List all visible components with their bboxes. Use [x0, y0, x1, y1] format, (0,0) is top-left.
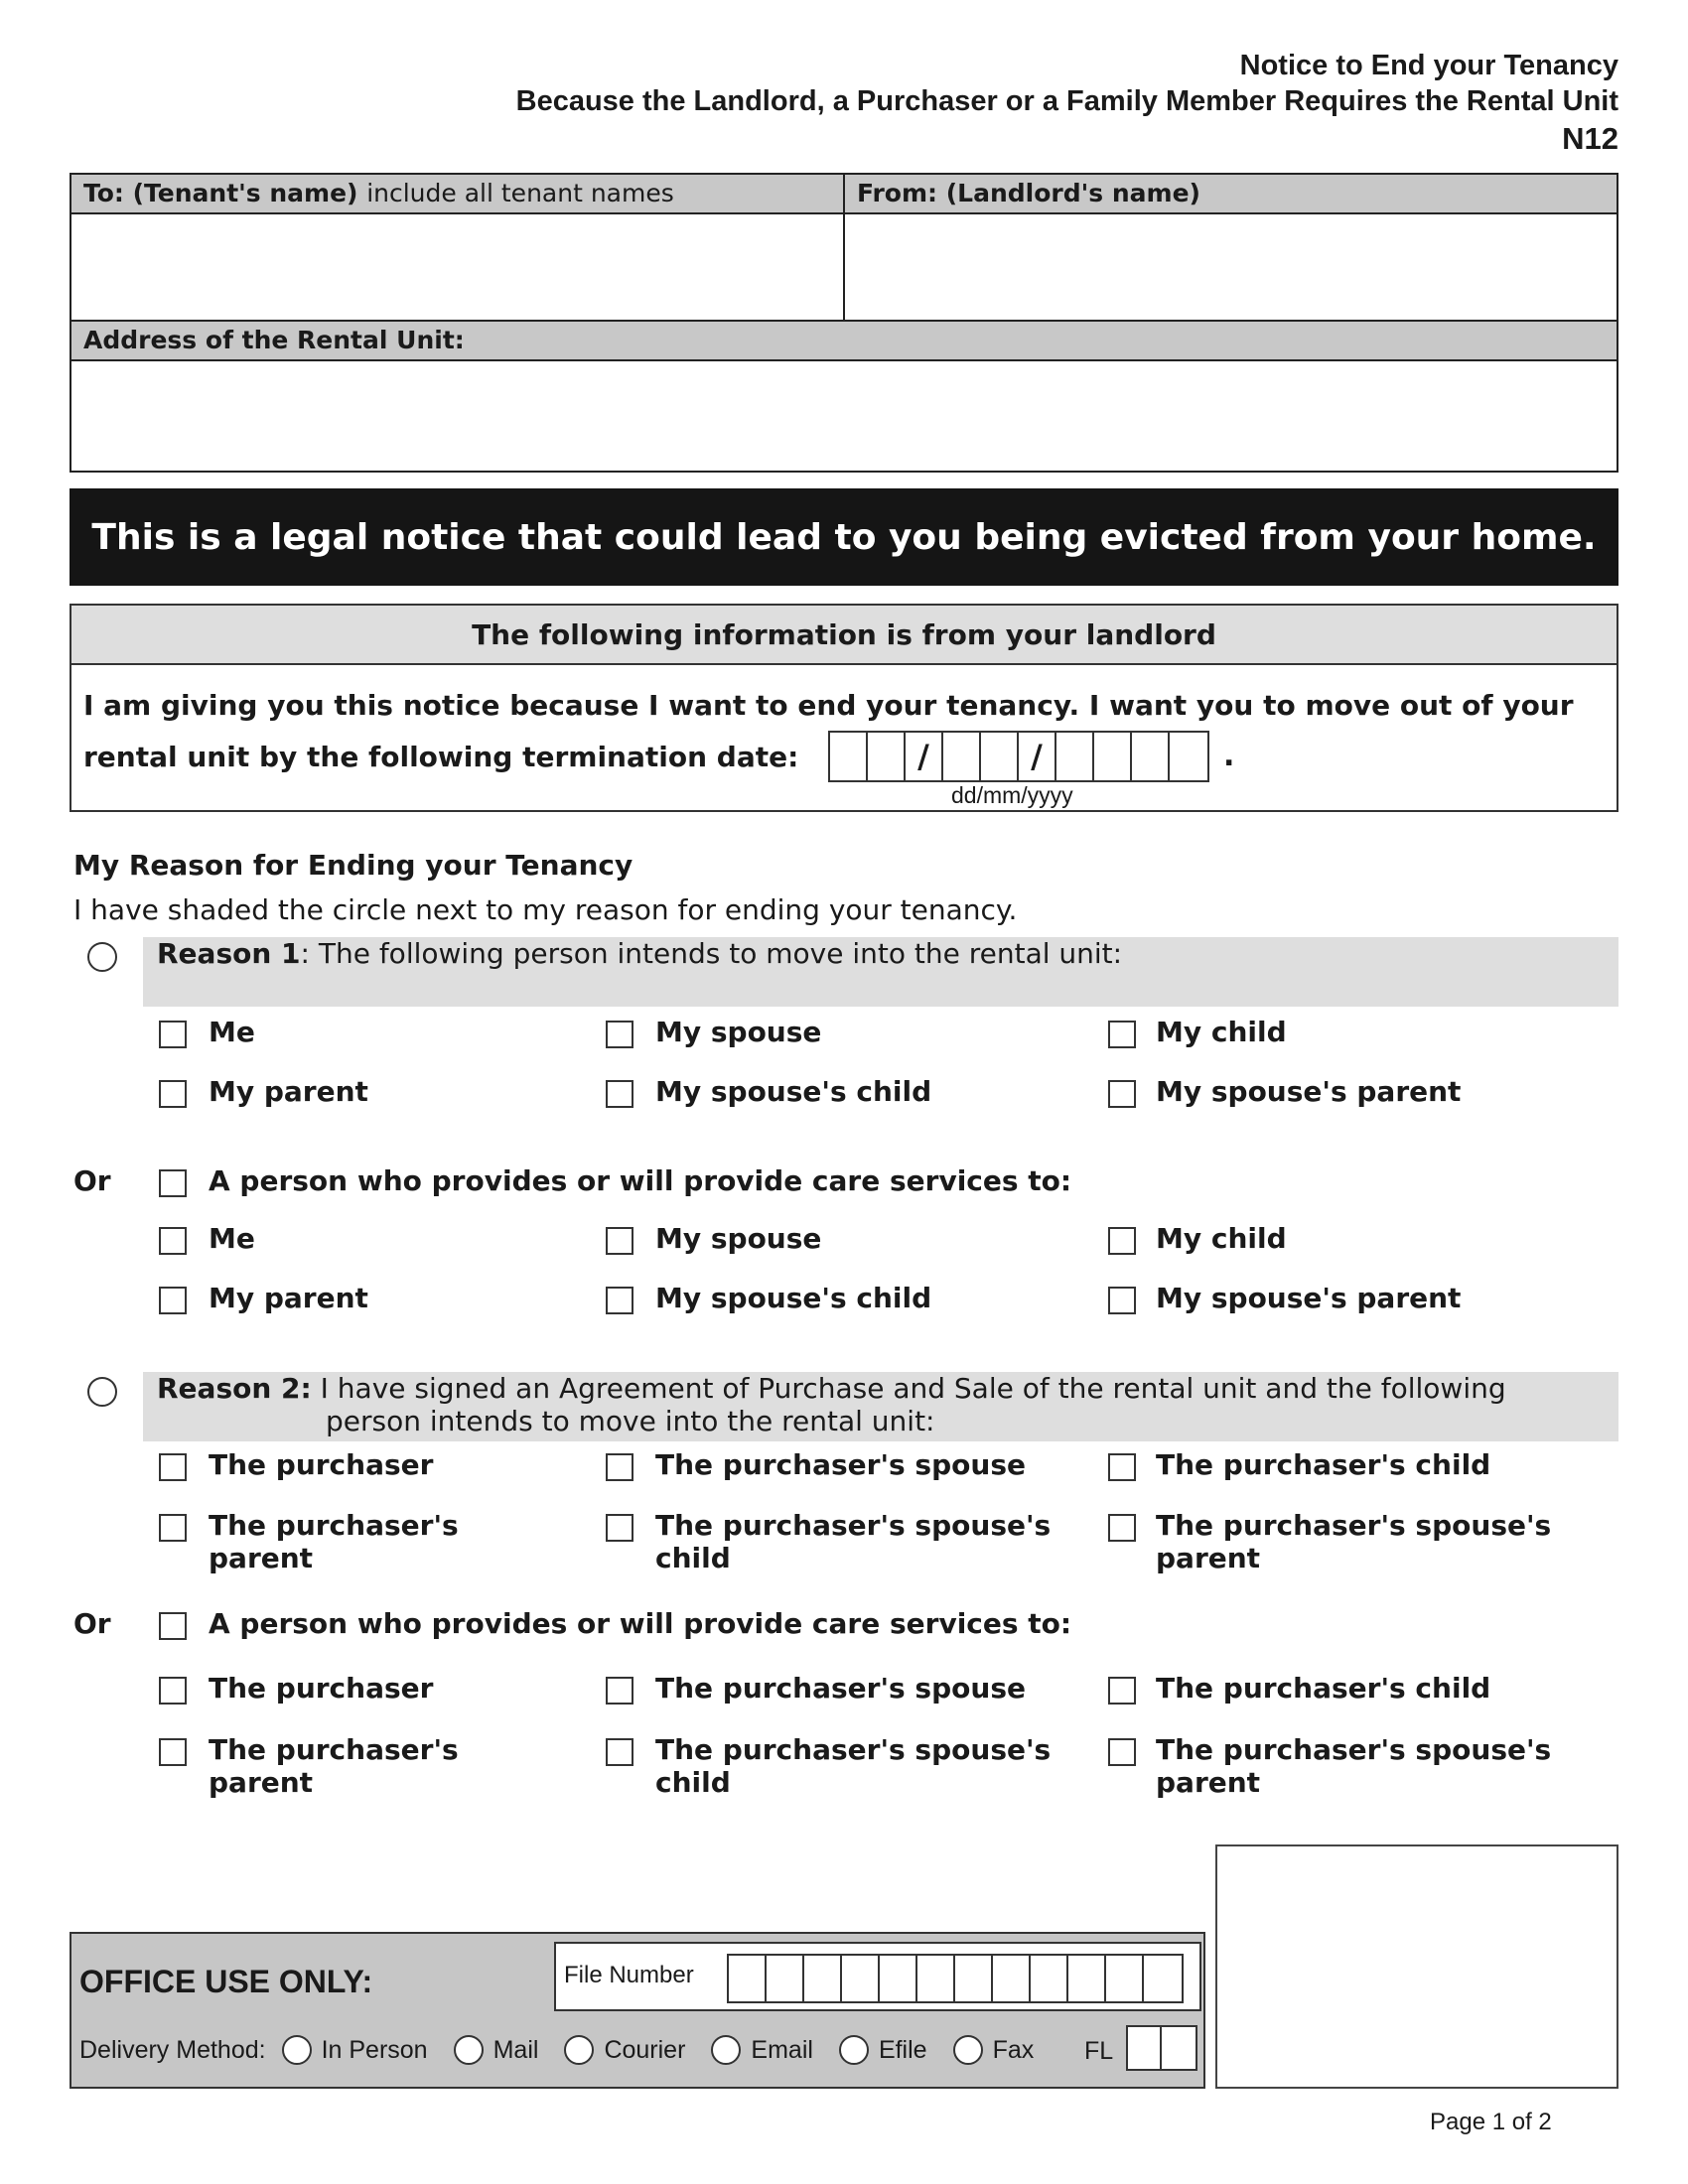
- r1-care-checkbox[interactable]: [159, 1169, 187, 1197]
- radio-icon[interactable]: [282, 2035, 312, 2065]
- r1-child-label: My child: [1156, 1016, 1287, 1048]
- r2-care-purchaser-spouse-checkbox[interactable]: [606, 1677, 633, 1705]
- date-digit-box[interactable]: [830, 733, 868, 780]
- tenant-name-label: To: (Tenant's name) include all tenant names: [71, 175, 845, 212]
- r2-purchaser-spouse-checkbox[interactable]: [606, 1453, 633, 1481]
- radio-icon[interactable]: [953, 2035, 983, 2065]
- form-code: N12: [1562, 121, 1618, 156]
- form-subtitle: Because the Landlord, a Purchaser or a Family Member Requires the Rental Unit: [515, 85, 1618, 117]
- reason1-bar: [143, 937, 1618, 1007]
- stamp-box: [1215, 1844, 1618, 2089]
- r2-purchaser-label: The purchaser: [209, 1448, 434, 1481]
- r2-purchaser-checkbox[interactable]: [159, 1453, 187, 1481]
- r1-care-spouse-checkbox[interactable]: [606, 1227, 633, 1255]
- reason2-label: Reason 2:: [157, 1372, 312, 1405]
- or-label: Or: [73, 1164, 111, 1197]
- address-field[interactable]: [71, 361, 1617, 469]
- r1-spouse-parent-checkbox[interactable]: [1108, 1080, 1136, 1108]
- date-separator: /: [906, 733, 943, 780]
- radio-icon[interactable]: [839, 2035, 869, 2065]
- r2-care-purchaser-parent-label: The purchaser's parent: [209, 1733, 459, 1799]
- r1-me-checkbox[interactable]: [159, 1021, 187, 1048]
- landlord-info-box: [70, 604, 1618, 812]
- r2-care-purchaser-spouse-child-label: The purchaser's spouse's child: [655, 1733, 1052, 1799]
- r2-purchaser-child-checkbox[interactable]: [1108, 1453, 1136, 1481]
- radio-icon[interactable]: [711, 2035, 741, 2065]
- radio-icon[interactable]: [454, 2035, 484, 2065]
- date-format-hint: dd/mm/yyyy: [951, 782, 1073, 808]
- r1-parent-label: My parent: [209, 1075, 368, 1108]
- r1-care-child-label: My child: [1156, 1222, 1287, 1255]
- r1-spouse-parent-label: My spouse's parent: [1156, 1075, 1462, 1108]
- r1-me-label: Me: [209, 1016, 255, 1048]
- r1-spouse-child-label: My spouse's child: [655, 1075, 932, 1108]
- date-digit-box[interactable]: [1056, 733, 1094, 780]
- r1-spouse-checkbox[interactable]: [606, 1021, 633, 1048]
- reasons-title: My Reason for Ending your Tenancy: [73, 849, 633, 882]
- date-digit-box[interactable]: [868, 733, 906, 780]
- r2-purchaser-spouse-child-label: The purchaser's spouse's child: [655, 1509, 1052, 1574]
- r2-care-purchaser-spouse-parent-checkbox[interactable]: [1108, 1738, 1136, 1766]
- r2-care-purchaser-parent-checkbox[interactable]: [159, 1738, 187, 1766]
- landlord-name-field[interactable]: [845, 214, 1617, 320]
- r2-care-purchaser-spouse-child-checkbox[interactable]: [606, 1738, 633, 1766]
- office-use-title: OFFICE USE ONLY:: [79, 1964, 373, 1999]
- termination-date-field[interactable]: [828, 731, 1209, 782]
- r1-care-me-label: Me: [209, 1222, 255, 1255]
- r2-purchaser-child-label: The purchaser's child: [1156, 1448, 1491, 1481]
- landlord-info-heading: The following information is from your landlord: [71, 606, 1617, 665]
- r2-care-checkbox[interactable]: [159, 1612, 187, 1640]
- fl-boxes[interactable]: [1126, 2025, 1197, 2071]
- delivery-method: [79, 2035, 1034, 2065]
- delivery-in-person[interactable]: In Person: [282, 2035, 428, 2065]
- r1-care-label: A person who provides or will provide care services to:: [209, 1164, 1072, 1197]
- address-label: Address of the Rental Unit:: [71, 322, 1617, 361]
- r2-purchaser-spouse-parent-checkbox[interactable]: [1108, 1514, 1136, 1542]
- form-title: Notice to End your Tenancy: [1239, 50, 1618, 81]
- date-digit-box[interactable]: [943, 733, 981, 780]
- r2-care-purchaser-checkbox[interactable]: [159, 1677, 187, 1705]
- delivery-fax[interactable]: Fax: [953, 2035, 1035, 2065]
- date-digit-box[interactable]: [1170, 733, 1207, 780]
- r1-care-child-checkbox[interactable]: [1108, 1227, 1136, 1255]
- notice-statement-line2: rental unit by the following termination date:: [83, 741, 799, 773]
- reason1-radio[interactable]: [87, 942, 117, 972]
- fl-label: FL: [1084, 2037, 1114, 2065]
- office-use-panel: [70, 1932, 1205, 2089]
- r1-care-spouse-parent-checkbox[interactable]: [1108, 1287, 1136, 1314]
- r2-purchaser-parent-label: The purchaser's parent: [209, 1509, 459, 1574]
- r2-purchaser-spouse-child-checkbox[interactable]: [606, 1514, 633, 1542]
- r2-care-label: A person who provides or will provide care services to:: [209, 1607, 1072, 1640]
- r2-care-purchaser-label: The purchaser: [209, 1672, 434, 1705]
- reason2-text-line2: person intends to move into the rental unit:: [326, 1405, 935, 1437]
- r2-care-purchaser-child-checkbox[interactable]: [1108, 1677, 1136, 1705]
- delivery-mail[interactable]: Mail: [454, 2035, 539, 2065]
- r1-care-spouse-parent-label: My spouse's parent: [1156, 1282, 1462, 1314]
- r1-care-spouse-child-checkbox[interactable]: [606, 1287, 633, 1314]
- date-digit-box[interactable]: [981, 733, 1019, 780]
- file-number-boxes[interactable]: [727, 1954, 1184, 2003]
- r2-care-purchaser-spouse-label: The purchaser's spouse: [655, 1672, 1026, 1705]
- reasons-instruction: I have shaded the circle next to my reason for ending your tenancy.: [73, 893, 1018, 926]
- reason2-bar: [143, 1372, 1618, 1441]
- r2-purchaser-spouse-parent-label: The purchaser's spouse's parent: [1156, 1509, 1552, 1574]
- reason1-text: : The following person intends to move into the rental unit:: [300, 937, 1123, 970]
- notice-statement-line1: I am giving you this notice because I want to end your tenancy. I want you to move out of your: [83, 689, 1574, 722]
- r1-care-spouse-label: My spouse: [655, 1222, 822, 1255]
- delivery-courier[interactable]: Courier: [564, 2035, 685, 2065]
- r2-purchaser-parent-checkbox[interactable]: [159, 1514, 187, 1542]
- reason1-label: Reason 1: [157, 937, 301, 970]
- r1-spouse-label: My spouse: [655, 1016, 822, 1048]
- date-separator: /: [1019, 733, 1056, 780]
- r1-child-checkbox[interactable]: [1108, 1021, 1136, 1048]
- radio-icon[interactable]: [564, 2035, 594, 2065]
- reason2-radio[interactable]: [87, 1377, 117, 1407]
- tenant-name-hint: include all tenant names: [366, 179, 674, 207]
- r1-care-parent-label: My parent: [209, 1282, 368, 1314]
- r1-parent-checkbox[interactable]: [159, 1080, 187, 1108]
- page-number: Page 1 of 2: [1430, 2109, 1552, 2135]
- date-period: .: [1223, 739, 1235, 773]
- r2-care-purchaser-child-label: The purchaser's child: [1156, 1672, 1491, 1705]
- r1-care-me-checkbox[interactable]: [159, 1227, 187, 1255]
- r2-care-purchaser-spouse-parent-label: The purchaser's spouse's parent: [1156, 1733, 1552, 1799]
- delivery-method-label: Delivery Method:: [79, 2035, 266, 2064]
- parties-table: [70, 173, 1618, 473]
- r1-care-parent-checkbox[interactable]: [159, 1287, 187, 1314]
- or-label: Or: [73, 1607, 111, 1640]
- legal-notice-banner: This is a legal notice that could lead to you being evicted from your home.: [70, 488, 1618, 586]
- file-number-field: [554, 1942, 1201, 2011]
- date-digit-box[interactable]: [1094, 733, 1132, 780]
- reason2-text-line1: I have signed an Agreement of Purchase and Sale of the rental unit and the following: [320, 1372, 1506, 1405]
- delivery-efile[interactable]: Efile: [839, 2035, 927, 2065]
- r2-purchaser-spouse-label: The purchaser's spouse: [655, 1448, 1026, 1481]
- landlord-name-label: From: (Landlord's name): [845, 175, 1617, 212]
- tenant-name-field[interactable]: [71, 214, 845, 320]
- delivery-email[interactable]: Email: [711, 2035, 813, 2065]
- date-digit-box[interactable]: [1132, 733, 1170, 780]
- file-number-label: File Number: [564, 1962, 694, 1988]
- r1-spouse-child-checkbox[interactable]: [606, 1080, 633, 1108]
- r1-care-spouse-child-label: My spouse's child: [655, 1282, 932, 1314]
